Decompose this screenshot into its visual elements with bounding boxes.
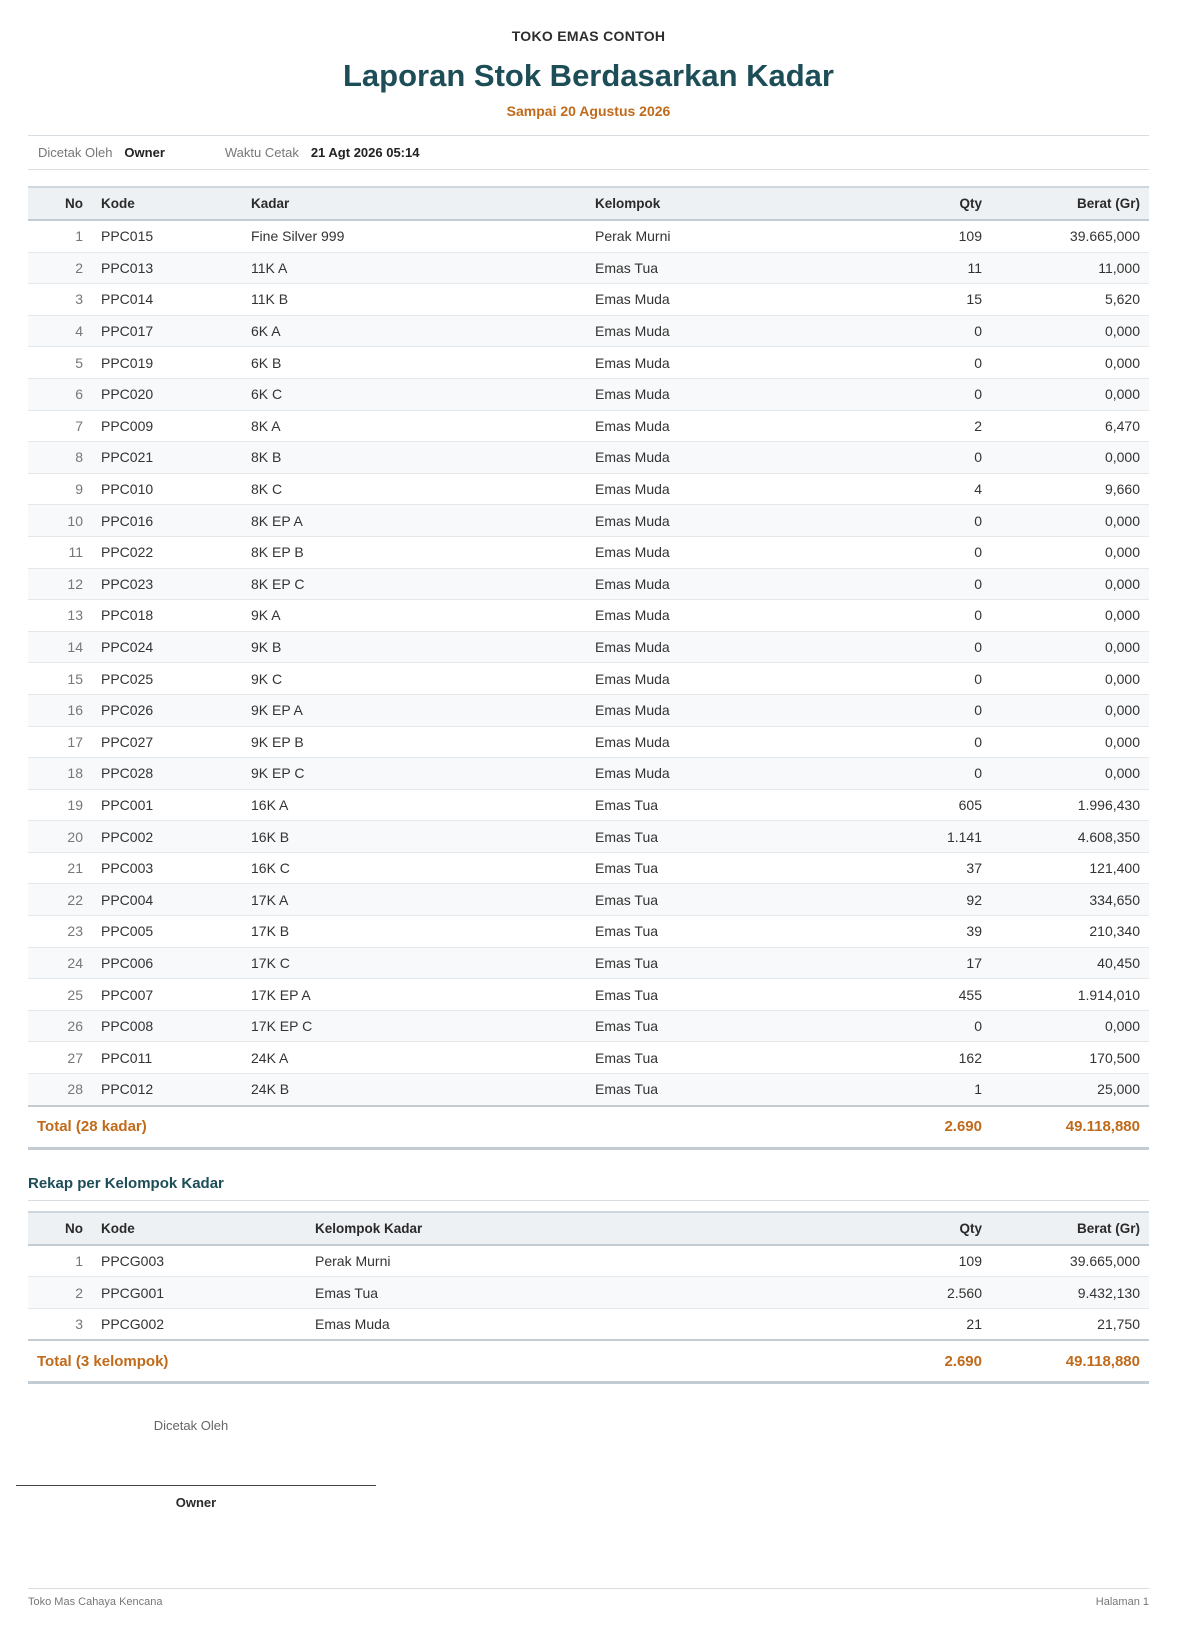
cell-kelompok: Emas Muda [586, 284, 836, 316]
cell-kadar: 8K A [242, 410, 586, 442]
cell-kadar: 17K EP A [242, 979, 586, 1011]
cell-kadar: 11K A [242, 252, 586, 284]
cell-qty: 0 [836, 600, 991, 632]
cell-qty: 0 [836, 568, 991, 600]
group-total-weight: 49.118,880 [991, 1340, 1149, 1383]
cell-qty: 0 [836, 631, 991, 663]
cell-no: 2 [28, 1277, 92, 1309]
cell-kelompok: Emas Muda [586, 631, 836, 663]
cell-kode: PPC025 [92, 663, 242, 695]
cell-qty: 92 [836, 884, 991, 916]
cell-kelompok: Emas Muda [586, 315, 836, 347]
cell-no: 18 [28, 758, 92, 790]
cell-berat: 6,470 [991, 410, 1149, 442]
group-col-kode: Kode [92, 1212, 306, 1245]
cell-berat: 0,000 [991, 568, 1149, 600]
cell-kadar: 8K B [242, 442, 586, 474]
table-row [28, 1277, 1149, 1309]
cell-no: 20 [28, 821, 92, 853]
cell-kelompok: Perak Murni [586, 220, 836, 252]
total-label: Total (28 kadar) [28, 1106, 836, 1149]
cell-qty: 2 [836, 410, 991, 442]
cell-no: 1 [28, 1245, 92, 1277]
cell-berat: 40,450 [991, 947, 1149, 979]
cell-kode: PPC005 [92, 916, 242, 948]
cell-kode: PPC002 [92, 821, 242, 853]
cell-no: 26 [28, 1010, 92, 1042]
cell-kelompok: Emas Muda [586, 347, 836, 379]
cell-no: 5 [28, 347, 92, 379]
cell-no: 1 [28, 220, 92, 252]
cell-qty: 455 [836, 979, 991, 1011]
cell-kadar: 8K EP C [242, 568, 586, 600]
cell-qty: 109 [836, 1245, 991, 1277]
cell-kode: PPC009 [92, 410, 242, 442]
cell-kadar: 17K B [242, 916, 586, 948]
cell-qty: 0 [836, 347, 991, 379]
cell-berat: 0,000 [991, 378, 1149, 410]
cell-kadar: 11K B [242, 284, 586, 316]
cell-berat: 0,000 [991, 694, 1149, 726]
cell-berat: 0,000 [991, 1010, 1149, 1042]
cell-kode: PPC021 [92, 442, 242, 474]
cell-qty: 21 [836, 1308, 991, 1340]
cell-kode: PPC018 [92, 600, 242, 632]
cell-kadar: 16K C [242, 852, 586, 884]
cell-no: 8 [28, 442, 92, 474]
report-title: Laporan Stok Berdasarkan Kadar [342, 58, 834, 93]
group-col-kelompok: Kelompok Kadar [306, 1212, 836, 1245]
page-footer [28, 1588, 1149, 1608]
signature-name: Owner [175, 1495, 217, 1510]
cell-no: 15 [28, 663, 92, 695]
cell-kadar: 16K A [242, 789, 586, 821]
cell-kode: PPC014 [92, 284, 242, 316]
col-kode: Kode [92, 187, 242, 220]
cell-kode: PPC010 [92, 473, 242, 505]
cell-kelompok: Emas Muda [586, 378, 836, 410]
col-no: No [28, 187, 92, 220]
cell-no: 24 [28, 947, 92, 979]
cell-kode: PPC003 [92, 852, 242, 884]
cell-kelompok: Emas Muda [586, 694, 836, 726]
cell-kelompok: Emas Tua [586, 1010, 836, 1042]
cell-berat: 210,340 [991, 916, 1149, 948]
cell-qty: 162 [836, 1042, 991, 1074]
cell-kelompok: Emas Tua [586, 1042, 836, 1074]
cell-berat: 9.432,130 [991, 1277, 1149, 1309]
group-col-no: No [28, 1212, 92, 1245]
group-total-qty: 2.690 [836, 1340, 991, 1383]
cell-kelompok: Emas Muda [586, 536, 836, 568]
cell-qty: 0 [836, 758, 991, 790]
cell-berat: 0,000 [991, 631, 1149, 663]
cell-berat: 11,000 [991, 252, 1149, 284]
cell-kode: PPC012 [92, 1074, 242, 1106]
cell-qty: 0 [836, 694, 991, 726]
cell-kadar: 9K C [242, 663, 586, 695]
cell-berat: 0,000 [991, 505, 1149, 537]
cell-qty: 0 [836, 726, 991, 758]
table-row [28, 916, 1149, 948]
cell-qty: 37 [836, 852, 991, 884]
col-kadar: Kadar [242, 187, 586, 220]
cell-kode: PPCG002 [92, 1308, 306, 1340]
table-row [28, 852, 1149, 884]
table-row [28, 979, 1149, 1011]
group-table [28, 1211, 1149, 1385]
cell-berat: 1.914,010 [991, 979, 1149, 1011]
cell-kelompok: Emas Tua [586, 979, 836, 1011]
print-time-label: Waktu Cetak [224, 145, 299, 160]
cell-no: 4 [28, 315, 92, 347]
table-row [28, 568, 1149, 600]
signature-line [16, 1485, 376, 1486]
cell-kadar: 17K EP C [242, 1010, 586, 1042]
table-row [28, 1042, 1149, 1074]
cell-kadar: 8K EP B [242, 536, 586, 568]
table-row [28, 220, 1149, 252]
cell-kadar: 9K EP B [242, 726, 586, 758]
cell-kadar: 8K C [242, 473, 586, 505]
cell-kadar: 17K C [242, 947, 586, 979]
table-row [28, 947, 1149, 979]
cell-kelompok: Emas Tua [586, 947, 836, 979]
cell-kelompok: Emas Tua [586, 789, 836, 821]
cell-kode: PPC015 [92, 220, 242, 252]
cell-no: 16 [28, 694, 92, 726]
report-page [28, 0, 1149, 1384]
table-row [28, 315, 1149, 347]
printed-by-value: Owner [124, 145, 165, 160]
cell-no: 3 [28, 1308, 92, 1340]
table-row [28, 1074, 1149, 1106]
col-berat: Berat (Gr) [991, 187, 1149, 220]
cell-berat: 0,000 [991, 726, 1149, 758]
table-row [28, 252, 1149, 284]
cell-no: 22 [28, 884, 92, 916]
cell-kadar: 6K A [242, 315, 586, 347]
cell-berat: 170,500 [991, 1042, 1149, 1074]
cell-kode: PPC007 [92, 979, 242, 1011]
signature-label: Dicetak Oleh [153, 1418, 229, 1433]
cell-kode: PPC020 [92, 378, 242, 410]
cell-kode: PPC019 [92, 347, 242, 379]
table-row [28, 536, 1149, 568]
cell-berat: 0,000 [991, 442, 1149, 474]
cell-kelompok: Emas Tua [586, 916, 836, 948]
cell-berat: 0,000 [991, 600, 1149, 632]
cell-berat: 1.996,430 [991, 789, 1149, 821]
cell-no: 9 [28, 473, 92, 505]
cell-berat: 5,620 [991, 284, 1149, 316]
table-row [28, 347, 1149, 379]
cell-berat: 39.665,000 [991, 220, 1149, 252]
cell-qty: 0 [836, 663, 991, 695]
signature-block [16, 1418, 376, 1510]
cell-kelompok: Emas Muda [586, 663, 836, 695]
cell-kode: PPC011 [92, 1042, 242, 1074]
cell-kelompok: Emas Muda [586, 473, 836, 505]
table-row [28, 1010, 1149, 1042]
cell-kode: PPC016 [92, 505, 242, 537]
print-time-value: 21 Agt 2026 05:14 [310, 145, 420, 160]
cell-qty: 0 [836, 378, 991, 410]
table-row [28, 694, 1149, 726]
table-row [28, 442, 1149, 474]
table-row [28, 758, 1149, 790]
stock-table-body [28, 220, 1149, 1106]
cell-kadar: 6K C [242, 378, 586, 410]
cell-kelompok: Emas Muda [586, 568, 836, 600]
cell-no: 23 [28, 916, 92, 948]
cell-no: 2 [28, 252, 92, 284]
cell-qty: 0 [836, 315, 991, 347]
cell-berat: 334,650 [991, 884, 1149, 916]
cell-kode: PPC013 [92, 252, 242, 284]
cell-kadar: 9K EP A [242, 694, 586, 726]
stock-table [28, 186, 1149, 1150]
cell-berat: 0,000 [991, 315, 1149, 347]
cell-kode: PPC006 [92, 947, 242, 979]
cell-kelompok: Emas Muda [586, 505, 836, 537]
cell-no: 17 [28, 726, 92, 758]
footer-page-number: Halaman 1 [1095, 1596, 1149, 1608]
cell-kode: PPC026 [92, 694, 242, 726]
cell-kelompok: Emas Tua [586, 1074, 836, 1106]
table-row [28, 1308, 1149, 1340]
cell-kelompok: Perak Murni [306, 1245, 836, 1277]
col-kelompok: Kelompok [586, 187, 836, 220]
cell-qty: 1.141 [836, 821, 991, 853]
cell-kelompok: Emas Tua [586, 852, 836, 884]
cell-kadar: 8K EP A [242, 505, 586, 537]
group-col-qty: Qty [836, 1212, 991, 1245]
cell-kadar: 16K B [242, 821, 586, 853]
cell-kadar: 24K B [242, 1074, 586, 1106]
cell-kadar: 9K EP C [242, 758, 586, 790]
cell-kode: PPC004 [92, 884, 242, 916]
cell-kode: PPC023 [92, 568, 242, 600]
table-row [28, 631, 1149, 663]
cell-berat: 21,750 [991, 1308, 1149, 1340]
table-row [28, 505, 1149, 537]
table-row [28, 378, 1149, 410]
table-row [28, 663, 1149, 695]
total-qty: 2.690 [836, 1106, 991, 1149]
total-row [28, 1106, 1149, 1149]
cell-qty: 39 [836, 916, 991, 948]
group-total-label: Total (3 kelompok) [28, 1340, 836, 1383]
report-period: Sampai 20 Agustus 2026 [506, 103, 671, 119]
printed-by-label: Dicetak Oleh [38, 145, 113, 160]
cell-no: 27 [28, 1042, 92, 1074]
cell-qty: 2.560 [836, 1277, 991, 1309]
group-section-title: Rekap per Kelompok Kadar [28, 1175, 1149, 1201]
cell-kadar: Fine Silver 999 [242, 220, 586, 252]
table-row [28, 1245, 1149, 1277]
cell-qty: 0 [836, 1010, 991, 1042]
cell-berat: 39.665,000 [991, 1245, 1149, 1277]
cell-no: 25 [28, 979, 92, 1011]
cell-berat: 0,000 [991, 347, 1149, 379]
cell-kadar: 9K A [242, 600, 586, 632]
cell-kelompok: Emas Muda [306, 1308, 836, 1340]
cell-kelompok: Emas Tua [586, 252, 836, 284]
table-row [28, 821, 1149, 853]
cell-no: 12 [28, 568, 92, 600]
cell-kode: PPC024 [92, 631, 242, 663]
cell-no: 3 [28, 284, 92, 316]
cell-kode: PPCG001 [92, 1277, 306, 1309]
cell-qty: 15 [836, 284, 991, 316]
group-col-berat: Berat (Gr) [991, 1212, 1149, 1245]
cell-qty: 605 [836, 789, 991, 821]
total-weight: 49.118,880 [991, 1106, 1149, 1149]
table-row [28, 410, 1149, 442]
table-row [28, 726, 1149, 758]
cell-qty: 4 [836, 473, 991, 505]
cell-kelompok: Emas Muda [586, 410, 836, 442]
cell-kadar: 24K A [242, 1042, 586, 1074]
cell-qty: 0 [836, 505, 991, 537]
cell-kelompok: Emas Muda [586, 600, 836, 632]
cell-berat: 0,000 [991, 663, 1149, 695]
table-header-row [28, 187, 1149, 220]
table-row [28, 473, 1149, 505]
col-qty: Qty [836, 187, 991, 220]
group-header-row [28, 1212, 1149, 1245]
cell-qty: 17 [836, 947, 991, 979]
cell-kelompok: Emas Muda [586, 758, 836, 790]
cell-no: 14 [28, 631, 92, 663]
store-name: TOKO EMAS CONTOH [511, 28, 666, 44]
cell-kelompok: Emas Tua [586, 821, 836, 853]
cell-qty: 0 [836, 442, 991, 474]
cell-berat: 4.608,350 [991, 821, 1149, 853]
cell-kadar: 6K B [242, 347, 586, 379]
group-table-body [28, 1245, 1149, 1341]
cell-qty: 109 [836, 220, 991, 252]
cell-kadar: 17K A [242, 884, 586, 916]
cell-berat: 0,000 [991, 758, 1149, 790]
cell-qty: 1 [836, 1074, 991, 1106]
table-row [28, 789, 1149, 821]
cell-kelompok: Emas Tua [586, 884, 836, 916]
cell-no: 13 [28, 600, 92, 632]
cell-berat: 25,000 [991, 1074, 1149, 1106]
table-row [28, 284, 1149, 316]
cell-no: 10 [28, 505, 92, 537]
group-total-row [28, 1340, 1149, 1383]
cell-berat: 121,400 [991, 852, 1149, 884]
cell-kode: PPC027 [92, 726, 242, 758]
cell-kode: PPC001 [92, 789, 242, 821]
cell-no: 28 [28, 1074, 92, 1106]
cell-kode: PPCG003 [92, 1245, 306, 1277]
cell-kelompok: Emas Tua [306, 1277, 836, 1309]
cell-berat: 9,660 [991, 473, 1149, 505]
table-row [28, 600, 1149, 632]
cell-no: 19 [28, 789, 92, 821]
cell-kelompok: Emas Muda [586, 726, 836, 758]
cell-kelompok: Emas Muda [586, 442, 836, 474]
print-meta [28, 135, 1149, 170]
cell-no: 6 [28, 378, 92, 410]
cell-qty: 0 [836, 536, 991, 568]
cell-no: 11 [28, 536, 92, 568]
cell-kode: PPC022 [92, 536, 242, 568]
footer-store-name: Toko Mas Cahaya Kencana [28, 1596, 163, 1608]
cell-kode: PPC028 [92, 758, 242, 790]
cell-kadar: 9K B [242, 631, 586, 663]
cell-qty: 11 [836, 252, 991, 284]
cell-no: 21 [28, 852, 92, 884]
table-row [28, 884, 1149, 916]
cell-no: 7 [28, 410, 92, 442]
cell-kode: PPC008 [92, 1010, 242, 1042]
cell-berat: 0,000 [991, 536, 1149, 568]
cell-kode: PPC017 [92, 315, 242, 347]
